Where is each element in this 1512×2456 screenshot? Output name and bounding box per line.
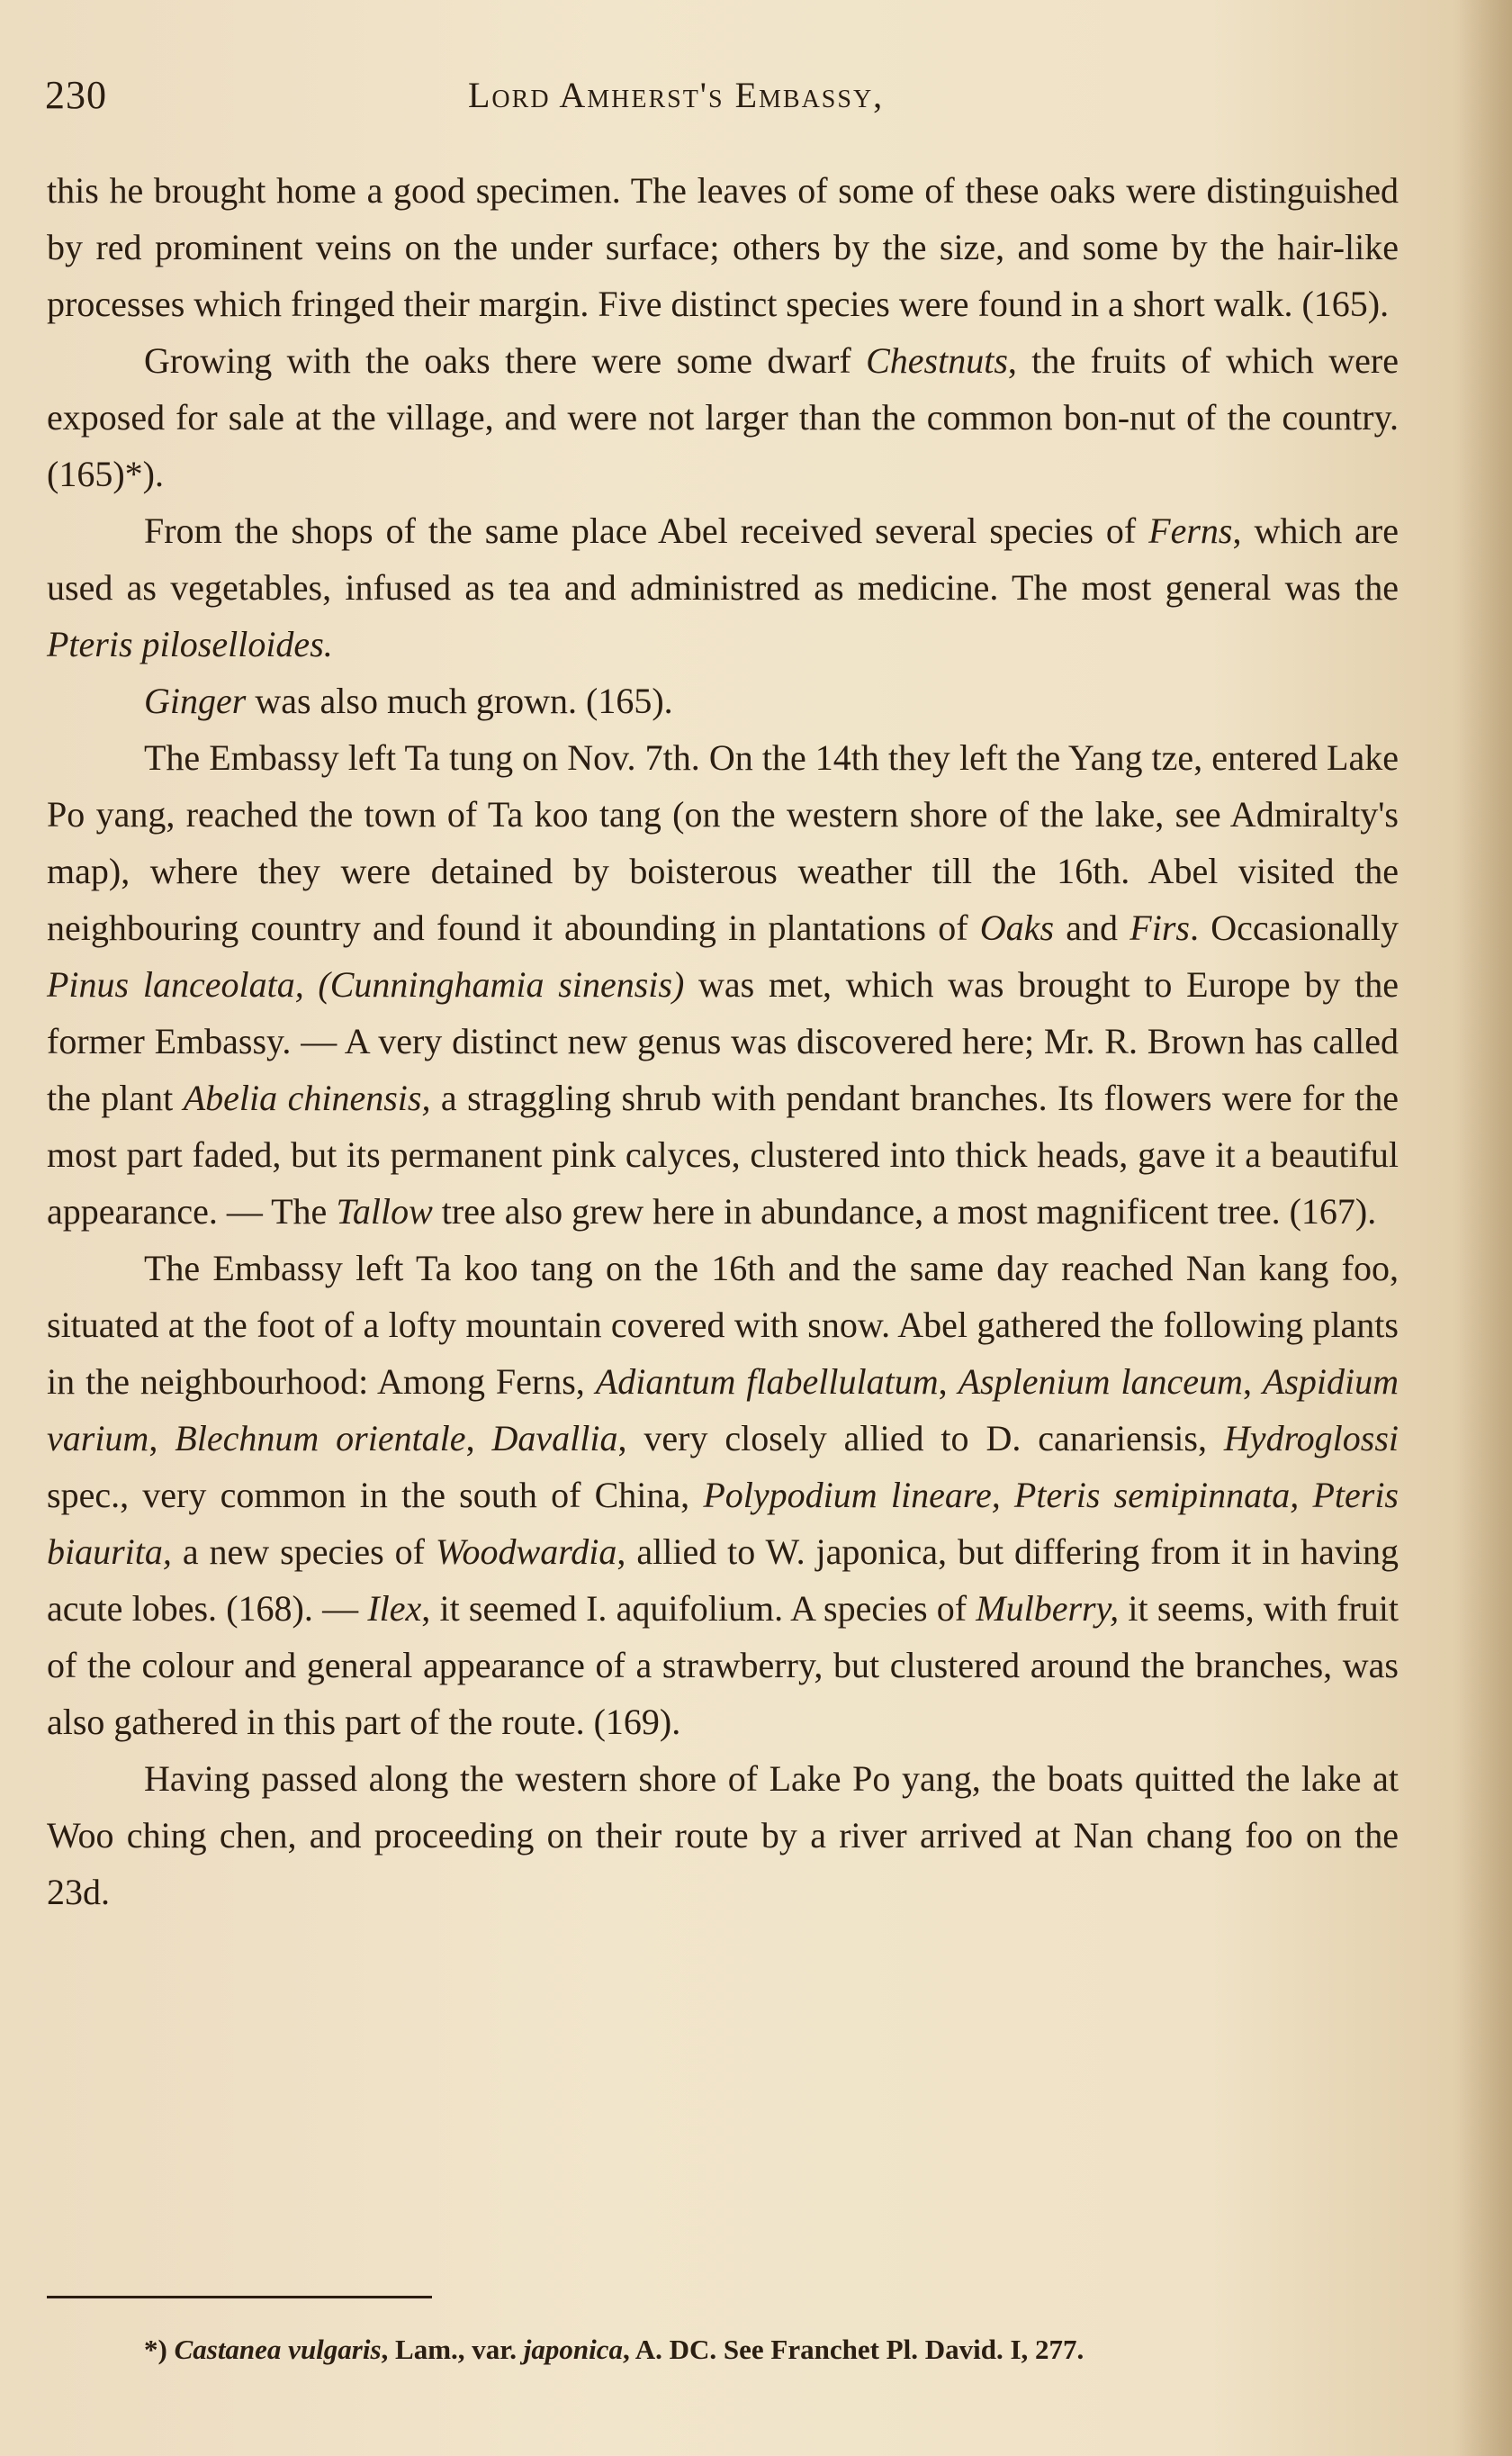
footnote-text [175,2334,1084,2365]
text-run: , it seemed I. aquifolium. A species of [421,1588,976,1629]
italic-run: Ferns [1148,510,1233,551]
text-run: this he brought home a good specimen. The leaves of some of these oaks were distinguished by red prominent veins on the under surface; others by the size, and some by the hair-like processes which fringed their margin. Five distinct species were found in a short walk. (165). [47,170,1399,324]
paragraph [47,332,1399,502]
italic-run: Blechnum orientale [175,1418,466,1458]
italic-run: Aspidium varium [47,1361,1400,1458]
text-run: The Embassy left Ta koo tang on the 16th and the same day reached Nan kang foo, situated at the foot of a lofty mountain covered with snow. Abel gathered the following plants in the neighbourhood: Among Ferns, [47,1248,1399,1402]
text-run: , A. DC. See Franchet Pl. David. I, 277. [622,2334,1084,2365]
text-run: . Occasionally [1189,907,1400,948]
text-run: it seems, with fruit of the colour and general appearance of a strawberry, but clustered around the branches, was also gathered in this part of the route. (169). [47,1588,1399,1742]
text-run: , the fruits of which were exposed for sale at the village, and were not larger than the common bon-nut of the country. (165)*). [47,340,1399,494]
italic-run: Oaks [979,907,1055,948]
running-head: Lord Amherst's Embassy, [468,75,885,115]
italic-run: Asplenium lanceum [958,1361,1243,1402]
text-run: , Lam., var. [381,2334,524,2365]
page-edge-shadow [1458,0,1512,2456]
page-header [45,68,1449,122]
paragraph [47,162,1399,332]
text-run: was also much grown. (165). [246,681,673,721]
italic-run: Woodwardia [435,1531,617,1572]
text-run: Growing with the oaks there were some dwarf [144,340,867,381]
italic-run: Tallow [336,1191,433,1232]
text-run: Having passed along the western shore of Lake Po yang, the boats quitted the lake at Woo ching chen, and proceeding on their route by a river arrived at Nan chang foo on the 23d. [47,1758,1399,1912]
text-run: The Embassy left Ta tung on Nov. 7th. On the 14th they left the Yang tze, entered Lake Po yang, reached the town of Ta koo tang (on the western shore of the lake, see Admiralty's map), where they were detained by boisterous weather till the 16th. Abel visited the neighbouring country and found it abounding in plantations of [47,737,1399,948]
italic-run: Ilex [367,1588,422,1629]
text-run: , [148,1418,176,1458]
paragraph [47,1750,1399,1920]
italic-run: Castanea vulgaris [174,2334,382,2365]
italic-run: Adiantum flabellulatum [595,1361,939,1402]
italic-run: Chestnuts [866,340,1008,381]
page-number: 230 [45,73,107,117]
footnote-rule [47,2296,432,2298]
italic-run: Abelia chinensis, [183,1078,431,1118]
paragraph [47,729,1399,1240]
body-text [47,162,1399,1920]
italic-run: Pteris piloselloides. [47,624,333,664]
text-run: tree also grew here in abundance, a most magnificent tree. (167). [432,1191,1377,1232]
text-run: , which are used as vegetables, infused as tea and administred as medicine. The most general was the [47,510,1399,608]
text-run: , [938,1361,958,1402]
italic-run: Davallia [491,1418,618,1458]
text-run: , very closely allied to D. canariensis, [617,1418,1224,1458]
text-run: a straggling shrub with pendant branches. Its flowers were for the most part faded, but its permanent pink calyces, clustered into thick heads, gave it a beautiful appearance. — The [47,1078,1400,1232]
footnote-marker: *) [144,2334,167,2365]
text-run: , allied to W. japonica, but differing from it in having acute lobes. (168). — [47,1531,1399,1629]
text-run: was met, which was brought to Europe by the former Embassy. — A very distinct new genus was discovered here; Mr. R. Brown has called the plant [47,964,1399,1118]
paragraph [47,673,1399,729]
text-run: From the shops of the same place Abel received several species of [144,510,1149,551]
italic-run: japonica [523,2334,623,2365]
text-run: , [465,1418,492,1458]
text-run: spec., very common in the south of China, [47,1475,704,1515]
italic-run: Mulberry, [976,1588,1120,1629]
italic-run: Hydroglossi [1223,1418,1400,1458]
italic-run: Firs [1130,907,1190,948]
text-run: , [1242,1361,1263,1402]
paragraph [47,1240,1399,1750]
text-run: and [1054,907,1130,948]
paragraph [47,502,1399,673]
text-run: a new species of [171,1531,436,1572]
footnote [144,2330,1404,2370]
italic-run: Ginger [144,681,247,721]
italic-run: Pinus lanceolata, (Cunninghamia sinensis) [47,964,685,1005]
italic-run: Polypodium lineare, Pteris semipinnata, Pteris biaurita, [47,1475,1399,1572]
